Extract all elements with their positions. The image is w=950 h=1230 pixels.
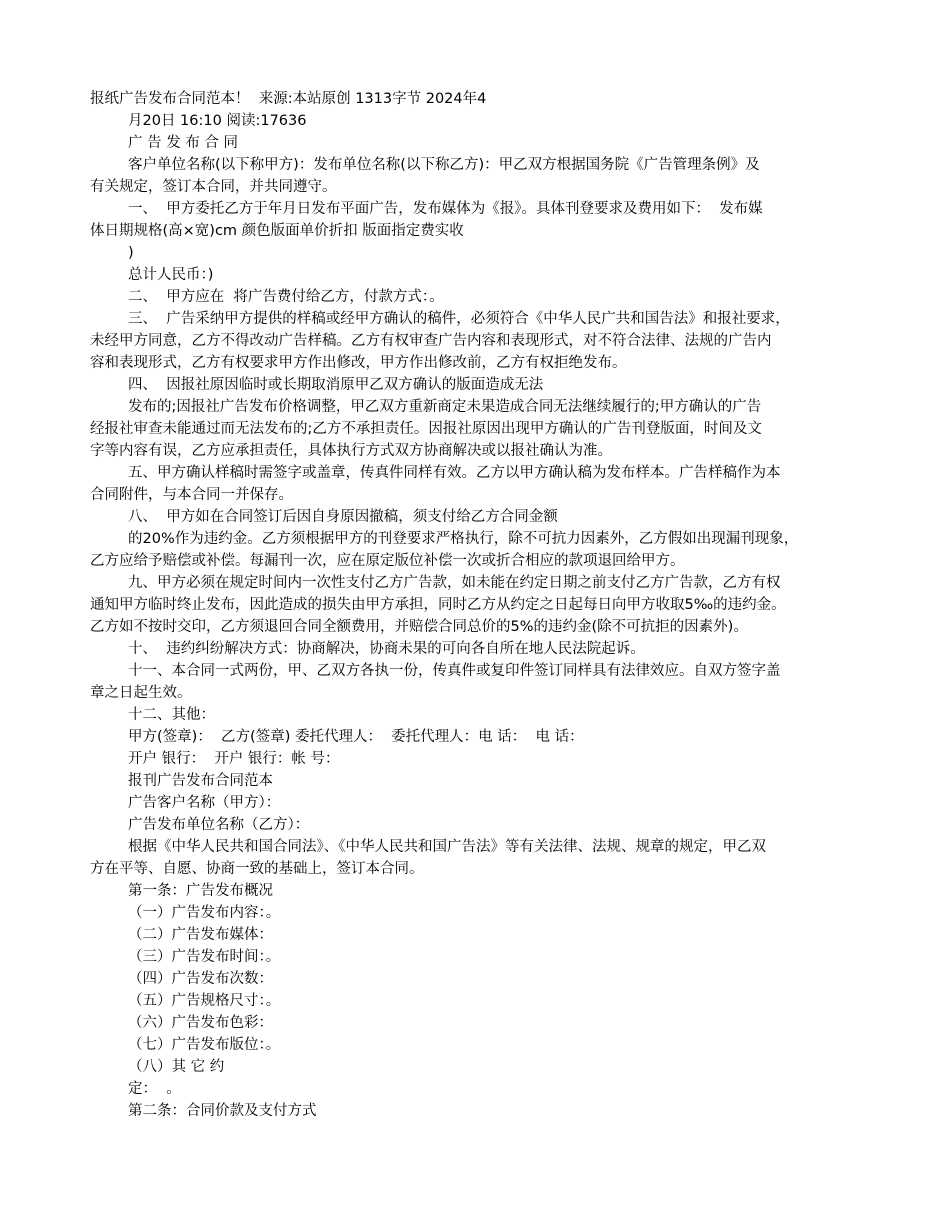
- text-line: 客户单位名称(以下称甲方)：发布单位名称(以下称乙方)：甲乙双方根据国务院《广告管理条例》及: [128, 157, 760, 173]
- text-line: 报刊广告发布合同范本: [128, 773, 273, 789]
- text-line: （三）广告发布时间：。: [128, 949, 281, 965]
- text-line: 广告发布单位名称（乙方）：: [128, 817, 310, 833]
- text-line: 八、 甲方如在合同签订后因自身原因撤稿，须支付给乙方合同金额: [128, 509, 558, 525]
- text-line: 报纸广告发布合同范本！ 来源:本站原创 1313字节 2024年4: [90, 91, 487, 107]
- text-line: ): [128, 245, 134, 261]
- text-line: 第二条：合同价款及支付方式: [128, 1103, 317, 1119]
- text-line: 广 告 发 布 合 同: [128, 135, 239, 151]
- text-line: 发布的;因报社广告发布价格调整，甲乙双方重新商定未果造成合同无法继续履行的;甲方确认的广告: [128, 399, 762, 415]
- text-line: 通知甲方临时终止发布，因此造成的损失由甲方承担，同时乙方从约定之日起每日向甲方收取5‰的违约金。: [90, 597, 786, 613]
- text-line: 体日期规格(高×宽)cm 颜色版面单价折扣 版面指定费实收: [90, 223, 464, 239]
- text-line: 未经甲方同意，乙方不得改动广告样稿。乙方有权审查广告内容和表现形式，对不符合法律、法规的广告内: [90, 333, 772, 349]
- text-line: 经报社审查未能通过而无法发布的;乙方不承担责任。因报社原因出现甲方确认的广告刊登版面，时间及文: [90, 421, 762, 437]
- text-line: （八）其 它 约: [128, 1059, 225, 1075]
- text-line: 根据《中华人民共和国合同法》、《中华人民共和国广告法》等有关法律、法规、规章的规定，甲乙双: [128, 839, 766, 855]
- text-line: 的20%作为违约金。乙方须根据甲方的刊登要求严格执行，除不可抗力因素外，乙方假如出现漏刊现象，: [128, 531, 799, 547]
- text-line: 十二、其他：: [128, 707, 215, 723]
- text-line: 总计人民币：): [128, 267, 214, 283]
- text-line: 有关规定，签订本合同，并共同遵守。: [90, 179, 337, 195]
- text-line: 十、 违约纠纷解决方式：协商解决，协商未果的可向各自所在地人民法院起诉。: [128, 641, 645, 657]
- text-line: 广告客户名称（甲方）：: [128, 795, 281, 811]
- text-line: 四、 因报社原因临时或长期取消原甲乙双方确认的版面造成无法: [128, 377, 544, 393]
- text-line: 方在平等、自愿、协商一致的基础上，签订本合同。: [90, 861, 424, 877]
- text-line: （四）广告发布次数：: [128, 971, 273, 987]
- text-line: 十一、本合同一式两份，甲、乙双方各执一份，传真件或复印件签订同样具有法律效应。自双方签字盖: [128, 663, 781, 679]
- text-line: （二）广告发布媒体：: [128, 927, 273, 943]
- text-line: 二、 甲方应在 将广告费付给乙方，付款方式：。: [128, 289, 444, 305]
- text-line: 乙方如不按时交印，乙方须退回合同全额费用，并赔偿合同总价的5%的违约金(除不可抗拒的因素外)。: [90, 619, 748, 635]
- text-line: 定： 。: [128, 1081, 181, 1097]
- document-body: [90, 88, 865, 1122]
- text-line: 开户 银行： 开户 银行：帐 号：: [128, 751, 340, 767]
- text-line: （一）广告发布内容：。: [128, 905, 281, 921]
- text-line: 一、 甲方委托乙方于年月日发布平面广告，发布媒体为《报》。具体刊登要求及费用如下： 发布媒: [128, 201, 763, 217]
- text-line: 甲方(签章)： 乙方(签章) 委托代理人： 委托代理人：电 话： 电 话：: [128, 729, 584, 745]
- text-line: 月20日 16:10 阅读:17636: [128, 113, 307, 129]
- text-line: 九、甲方必须在规定时间内一次性支付乙方广告款，如未能在约定日期之前支付乙方广告款，乙方有权: [128, 575, 781, 591]
- text-line: 五、甲方确认样稿时需签字或盖章，传真件同样有效。乙方以甲方确认稿为发布样本。广告样稿作为本: [128, 465, 781, 481]
- text-line: 第一条：广告发布概况: [128, 883, 273, 899]
- text-line: 字等内容有误，乙方应承担责任，具体执行方式双方协商解决或以报社确认为准。: [90, 443, 612, 459]
- text-line: 三、 广告采纳甲方提供的样稿或经甲方确认的稿件，必须符合《中华人民广共和国告法》和报社要求，: [128, 311, 790, 327]
- text-line: 乙方应给予赔偿或补偿。每漏刊一次，应在原定版位补偿一次或折合相应的款项退回给甲方。: [90, 553, 685, 569]
- text-line: （七）广告发布版位：。: [128, 1037, 281, 1053]
- text-line: 合同附件，与本合同一并保存。: [90, 487, 293, 503]
- text-line: （五）广告规格尺寸：。: [128, 993, 281, 1009]
- text-line: （六）广告发布色彩：: [128, 1015, 273, 1031]
- text-line: 章之日起生效。: [90, 685, 192, 701]
- text-line: 容和表现形式，乙方有权要求甲方作出修改，甲方作出修改前，乙方有权拒绝发布。: [90, 355, 627, 371]
